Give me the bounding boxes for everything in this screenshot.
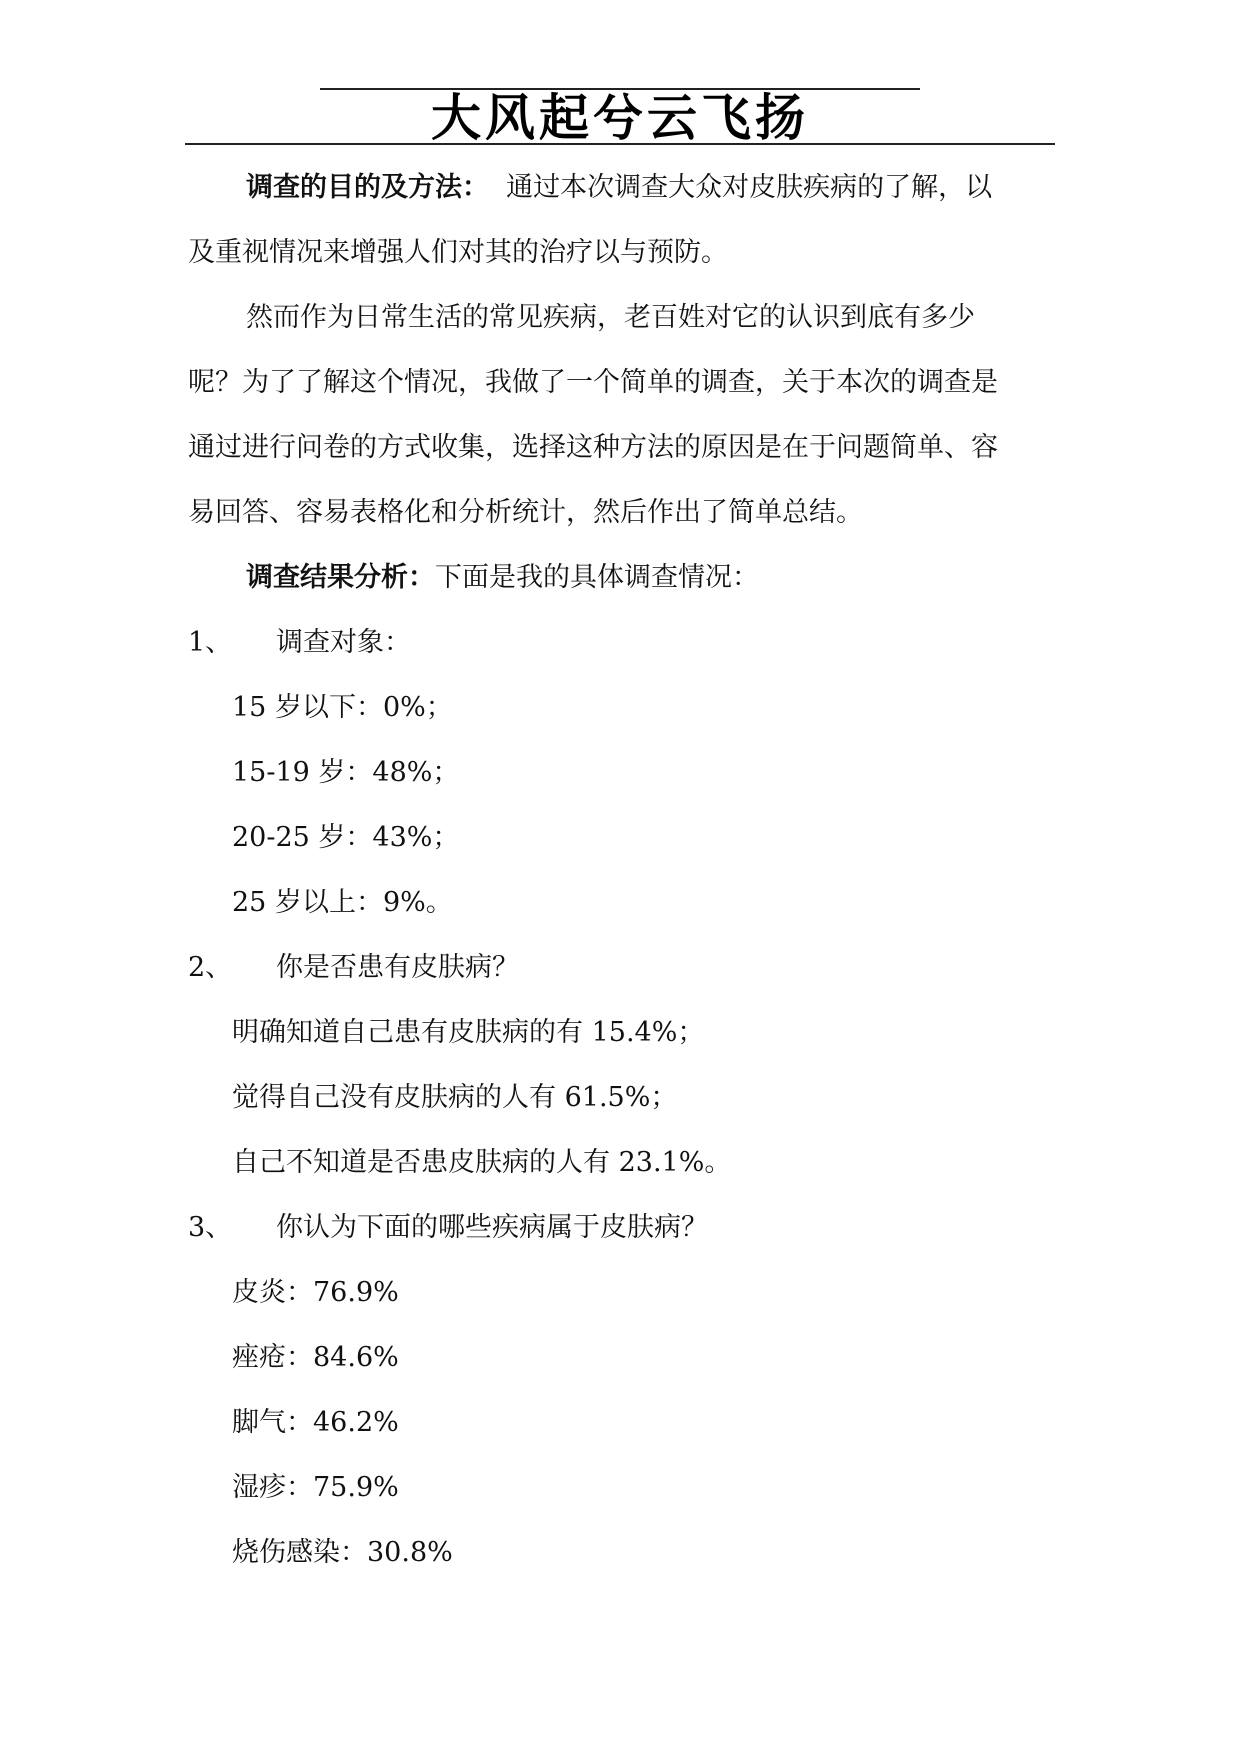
document-body: [188, 155, 1058, 1585]
list-item: 明确知道自己患有皮肤病的有 15.4%；: [232, 1017, 705, 1048]
results-label: 调查结果分析：: [246, 562, 435, 593]
intro-paragraph-cont: [188, 220, 1058, 285]
results-paragraph: [188, 545, 1058, 610]
context-line-1: 然而作为日常生活的常见疾病，老百姓对它的认识到底有多少: [246, 302, 975, 333]
section-number: 2、: [188, 952, 233, 983]
section-heading: [188, 610, 1058, 675]
list-item: 15-19 岁：48%；: [232, 757, 460, 788]
list-item: 20-25 岁：43%；: [232, 822, 460, 853]
section-1: [188, 610, 1058, 935]
list-item: 湿疹：75.9%: [232, 1472, 399, 1503]
intro-text-line2: 及重视情况来增强人们对其的治疗以与预防。: [188, 237, 728, 268]
section-heading: [188, 935, 1058, 1000]
section-heading: [188, 1195, 1058, 1260]
context-line-3: 通过进行问卷的方式收集，选择这种方法的原因是在于问题简单、容: [188, 432, 998, 463]
context-line-2: 呢？为了了解这个情况，我做了一个简单的调查，关于本次的调查是: [188, 367, 998, 398]
intro-paragraph: [188, 155, 1058, 220]
list-item: 觉得自己没有皮肤病的人有 61.5%；: [232, 1082, 678, 1113]
header-title: 大风起兮云飞扬: [431, 88, 809, 147]
section-title: 你是否患有皮肤病？: [276, 952, 519, 983]
section-title: 你认为下面的哪些疾病属于皮肤病？: [276, 1212, 708, 1243]
section-number: 3、: [188, 1212, 233, 1243]
list-item: 25 岁以上：9%。: [232, 887, 453, 918]
section-number: 1、: [188, 627, 233, 658]
list-item: 脚气：46.2%: [232, 1407, 399, 1438]
intro-text-line1: 通过本次调查大众对皮肤疾病的了解，以: [506, 172, 993, 203]
list-item: 15 岁以下：0%；: [232, 692, 453, 723]
section-3: [188, 1195, 1058, 1585]
list-item: 皮炎：76.9%: [232, 1277, 399, 1308]
intro-label: 调查的目的及方法：: [246, 172, 489, 203]
list-item: 自己不知道是否患皮肤病的人有 23.1%。: [232, 1147, 732, 1178]
header-bottom-rule: [185, 143, 1055, 145]
results-text: 下面是我的具体调查情况：: [435, 562, 759, 593]
section-title: 调查对象：: [276, 627, 411, 658]
list-item: 痤疮：84.6%: [232, 1342, 399, 1373]
section-2: [188, 935, 1058, 1195]
list-item: 烧伤感染：30.8%: [232, 1537, 453, 1568]
context-line-4: 易回答、容易表格化和分析统计，然后作出了简单总结。: [188, 497, 863, 528]
